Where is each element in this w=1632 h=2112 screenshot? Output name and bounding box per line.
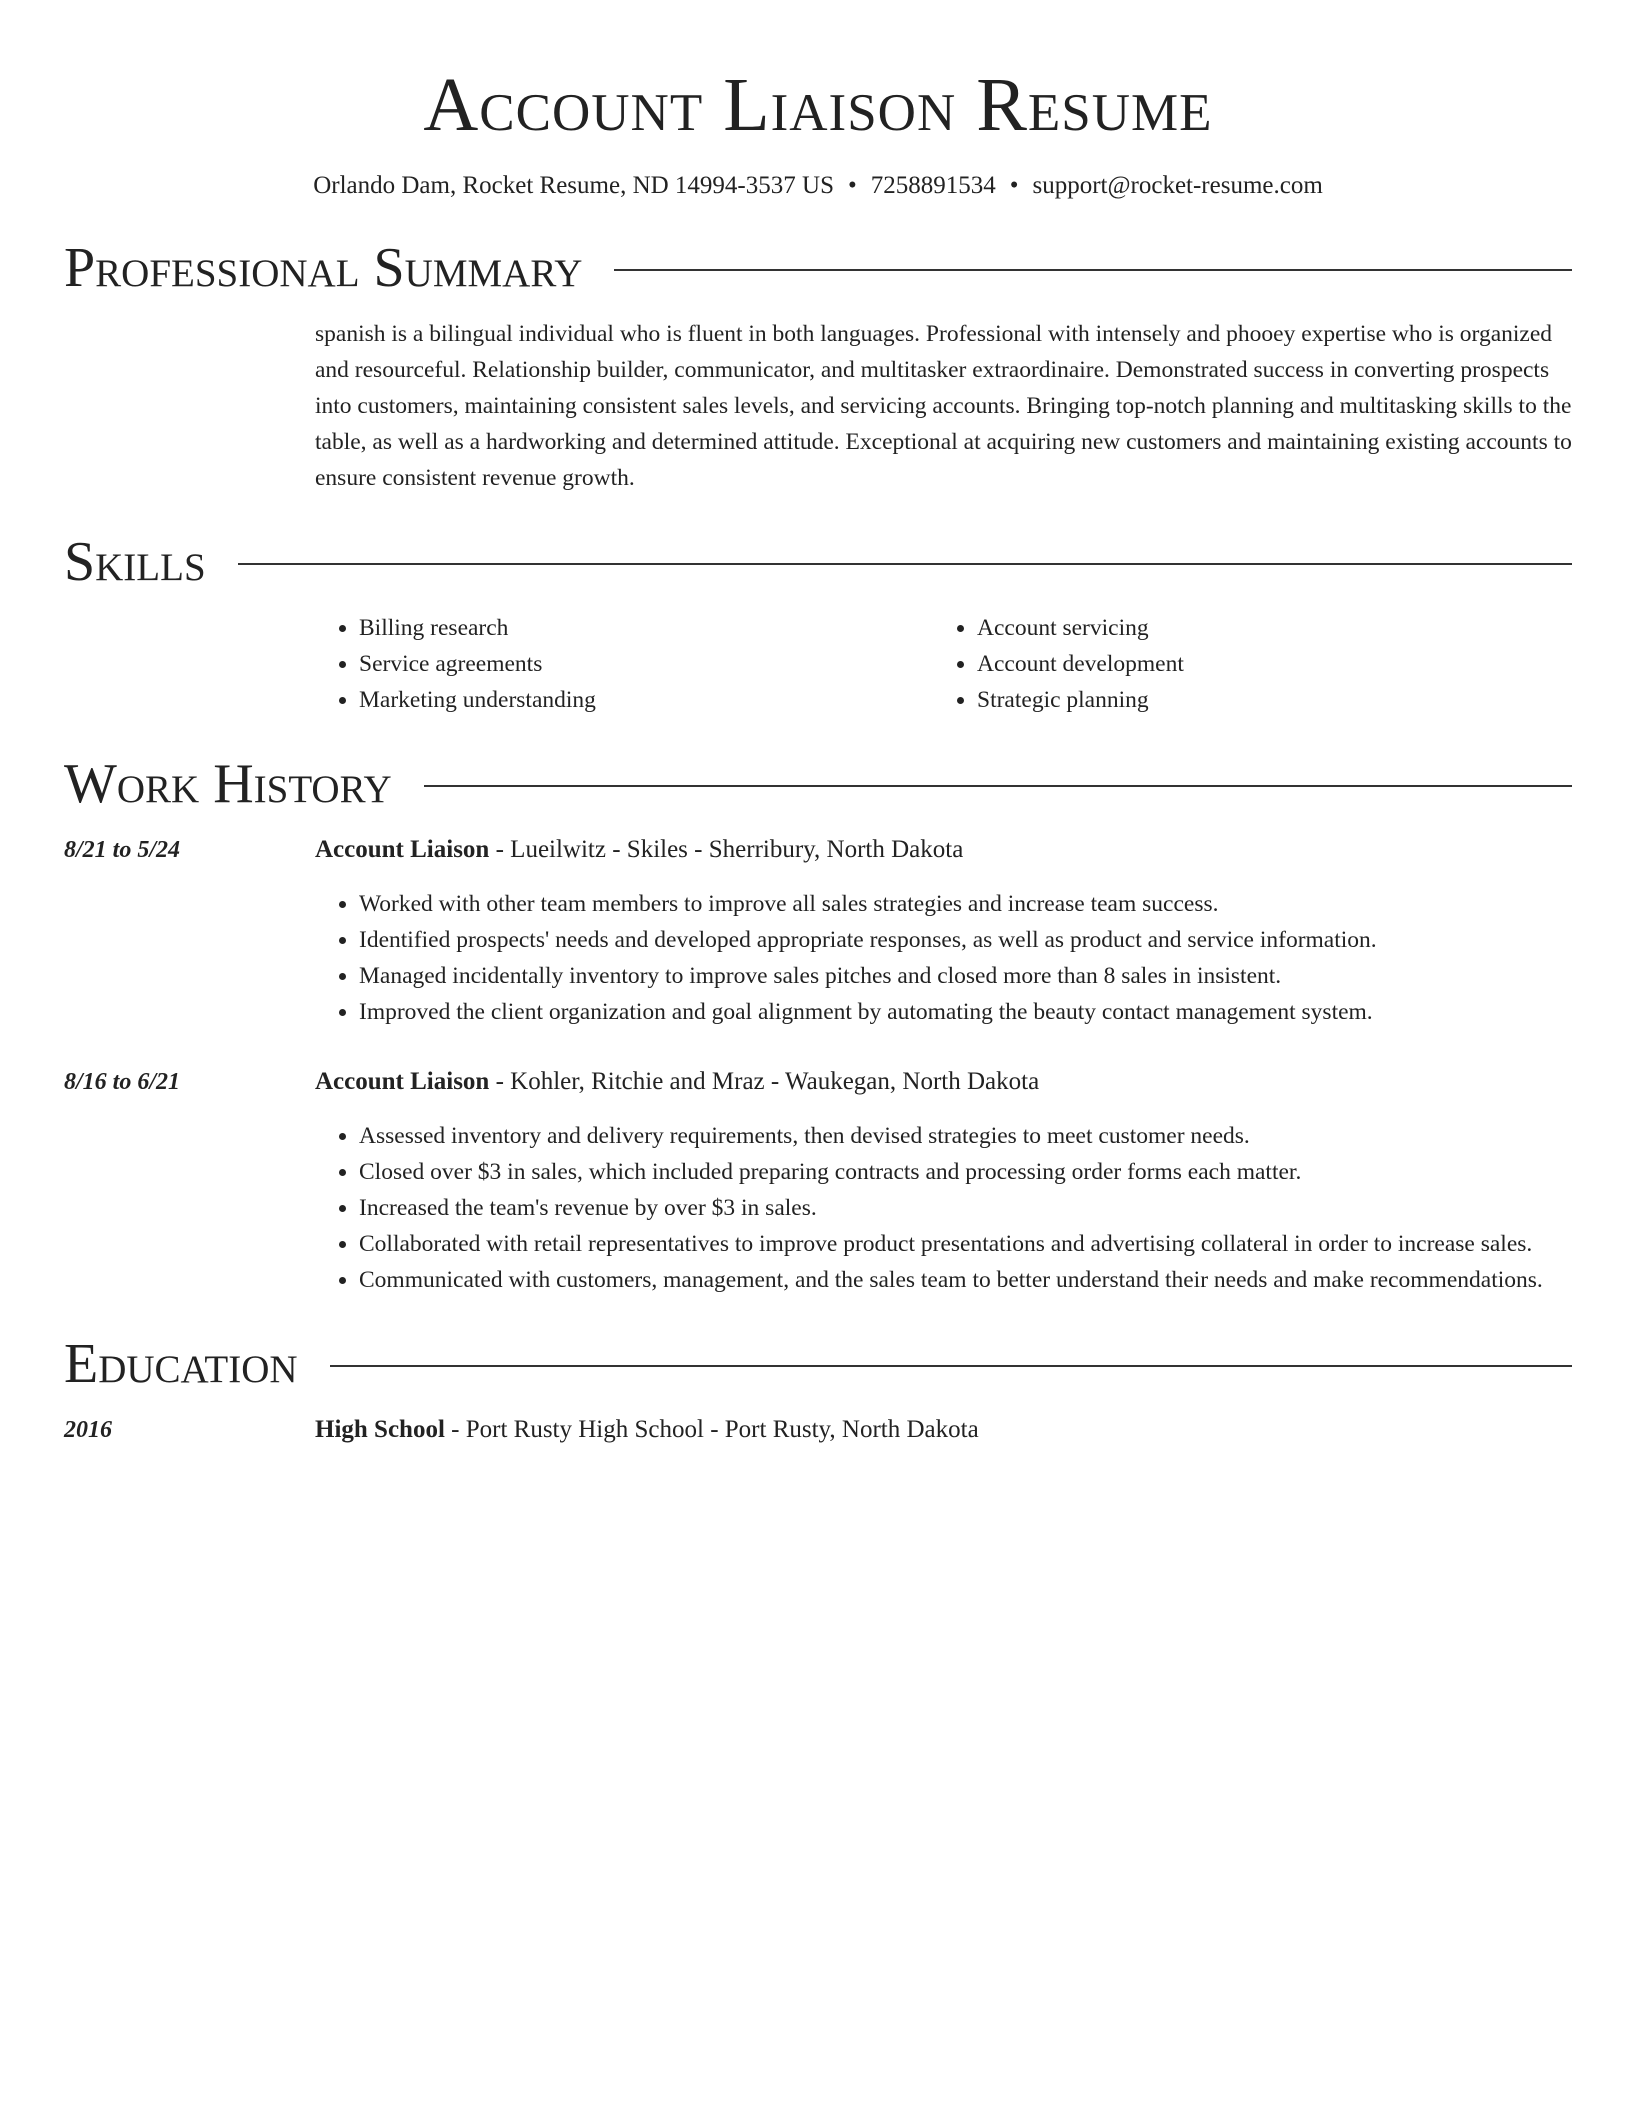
job-headline — [315, 832, 1572, 868]
contact-separator: • — [847, 172, 857, 199]
page-title: Account Liaison Resume — [423, 63, 1213, 147]
summary-heading: Professional Summary — [64, 237, 583, 299]
job-bullet: • Assessed inventory and delivery requirements, then devised strategies to meet customer needs. — [359, 1118, 1572, 1154]
skill-item: • Strategic planning — [977, 682, 1537, 718]
education-school: - Port Rusty High School - Port Rusty, North Dakota — [444, 1416, 979, 1443]
job-bullet: • Collaborated with retail representatives to improve product presentations and advertising collateral in order to increase sales. — [359, 1226, 1572, 1262]
section-divider — [424, 785, 1572, 787]
job-bullets — [315, 1118, 1572, 1298]
job-bullet: • Worked with other team members to improve all sales strategies and increase team success. — [359, 886, 1572, 922]
education-headline — [315, 1412, 1572, 1448]
education-body — [315, 1412, 1572, 1448]
contact-line — [64, 170, 1572, 202]
education-section-header — [64, 1332, 1572, 1396]
section-divider — [238, 563, 1572, 565]
contact-separator: • — [1009, 172, 1019, 199]
skills-heading: Skills — [64, 531, 206, 593]
job-entry — [64, 832, 1572, 1030]
job-dates: 8/16 to 6/21 — [64, 1069, 181, 1095]
contact-phone: 7258891534 — [870, 172, 996, 199]
skill-item: • Account development — [977, 646, 1537, 682]
summary-text: spanish is a bilingual individual who is fluent in both languages. Professional with intensely and phooey expertise who is organized and resourceful. Relationship builder, communicator, and multitasker extraordinaire. Demonstrated success in converting prospects into customers, maintaining consistent sales levels, and servicing accounts. Bringing top-notch planning and multitasking skills to the table, as well as a hardworking and determined attitude. Exceptional at acquiring new customers and maintaining existing accounts to ensure consistent revenue growth. — [315, 321, 1572, 491]
job-bullet: • Identified prospects' needs and developed appropriate responses, as well as product and service information. — [359, 922, 1572, 958]
work-section-header — [64, 752, 1572, 816]
skills-list — [315, 610, 1572, 718]
section-divider — [614, 269, 1572, 271]
job-dates: 8/21 to 5/24 — [64, 837, 181, 863]
job-bullets — [315, 886, 1572, 1030]
education-entry — [64, 1412, 1572, 1448]
section-divider — [330, 1365, 1572, 1367]
job-body — [315, 1064, 1572, 1298]
contact-email: support@rocket-resume.com — [1032, 172, 1323, 199]
job-bullet: • Closed over $3 in sales, which included preparing contracts and processing order forms each matter. — [359, 1154, 1572, 1190]
skills-column-right — [933, 610, 1537, 718]
job-company: - Lueilwitz - Skiles - Sherribury, North Dakota — [489, 836, 964, 863]
job-body — [315, 832, 1572, 1030]
job-bullet: • Increased the team's revenue by over $3 in sales. — [359, 1190, 1572, 1226]
education-degree: High School — [315, 1416, 445, 1443]
job-title: Account Liaison — [315, 1068, 490, 1095]
skill-item: • Billing research — [359, 610, 933, 646]
skill-item: • Account servicing — [977, 610, 1537, 646]
job-bullet: • Improved the client organization and goal alignment by automating the beauty contact management system. — [359, 994, 1572, 1030]
job-headline — [315, 1064, 1572, 1100]
job-entry — [64, 1064, 1572, 1298]
education-year: 2016 — [64, 1417, 112, 1443]
skill-item: • Service agreements — [359, 646, 933, 682]
skills-section-header — [64, 530, 1572, 594]
job-title: Account Liaison — [315, 836, 490, 863]
resume-page — [64, 0, 1572, 1448]
job-bullet: • Communicated with customers, management, and the sales team to better understand their needs and make recommendations. — [359, 1262, 1572, 1298]
skills-column-left — [315, 610, 933, 718]
skill-item: • Marketing understanding — [359, 682, 933, 718]
summary-section-header — [64, 236, 1572, 300]
job-company: - Kohler, Ritchie and Mraz - Waukegan, North Dakota — [489, 1068, 1040, 1095]
contact-address: Orlando Dam, Rocket Resume, ND 14994-3537 US — [313, 172, 834, 199]
education-heading: Education — [64, 1333, 298, 1395]
job-bullet: • Managed incidentally inventory to improve sales pitches and closed more than 8 sales in insistent. — [359, 958, 1572, 994]
work-heading: Work History — [64, 753, 392, 815]
